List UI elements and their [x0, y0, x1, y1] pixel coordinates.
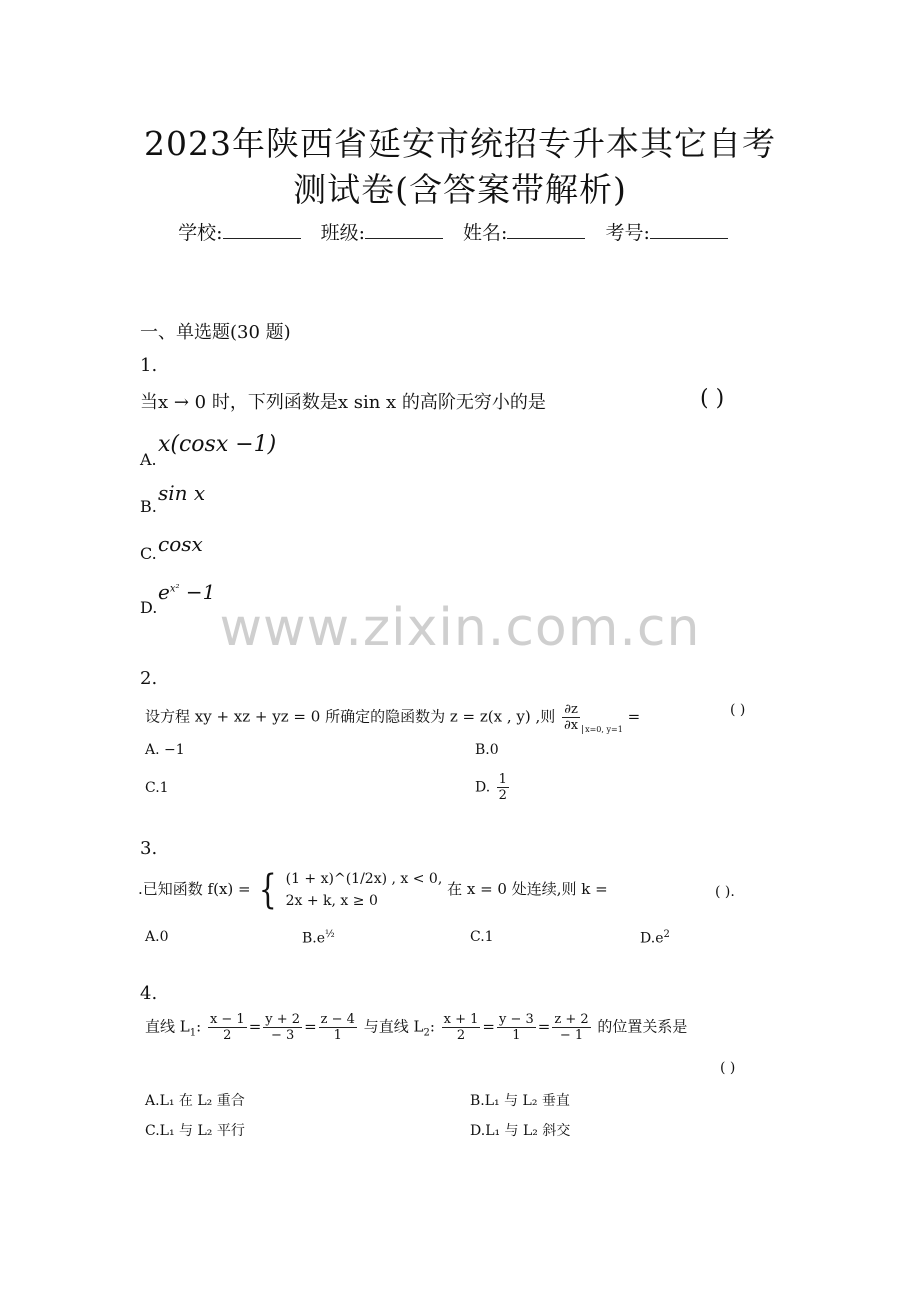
- q1-option-a-math: x(cosx −1): [158, 432, 277, 457]
- q2-option-a-text: −1: [164, 742, 185, 758]
- q3-option-a-label: A.: [145, 929, 160, 945]
- q1-stem: 当x → 0 时，下列函数是x sin x 的高阶无穷小的是: [140, 392, 546, 413]
- name-label: 姓名:: [463, 222, 508, 244]
- q3-option-d: [640, 929, 670, 947]
- q2-option-b: [475, 742, 499, 758]
- q4-l2-z-den: − 1: [559, 1028, 584, 1043]
- exam-no-blank[interactable]: [650, 220, 728, 239]
- page-title-line1: 2023年陕西省延安市统招专升本其它自考: [144, 124, 776, 163]
- q4-option-d-label: D.: [470, 1123, 486, 1139]
- q4-stem: 直线 $L_1$: $\frac{x - 1}{2}$ = $\frac{y + 2}{- 3}$ = $\frac{z - 4}{1}$ 与直线 $L_2$: $\frac{x + 1}{2}$ = $\frac{y - 3}{1}$ = $\frac{z + 2}{- 1}$ 的位置关系是: [145, 1012, 688, 1043]
- q3-option-b-label: B.: [302, 930, 317, 947]
- q3-option-a: [145, 929, 168, 945]
- q4-option-b: [470, 1090, 570, 1110]
- q4-option-c-label: C.: [145, 1123, 160, 1139]
- q4-option-d: [470, 1120, 570, 1140]
- q2-answer-paren: ( ): [730, 702, 746, 718]
- q3-answer-paren: ( ).: [715, 884, 735, 900]
- q3-option-c: [470, 929, 494, 945]
- q2-number: 2.: [140, 668, 158, 689]
- q2-stem: [145, 702, 640, 734]
- q4-option-d-text: L₁ 与 L₂ 斜交: [485, 1123, 571, 1139]
- q4-line1-sub: 1: [189, 1027, 197, 1039]
- q4-l1-frac-x: [208, 1012, 247, 1043]
- watermark: www.zixin.com.cn: [219, 598, 701, 658]
- q3-option-a-text: 0: [159, 929, 169, 945]
- q4-l2-frac-x: [442, 1012, 481, 1043]
- q3-option-c-label: C.: [470, 929, 485, 945]
- q3-option-b-text: e: [316, 930, 326, 947]
- q1-answer-paren: ( ): [700, 386, 725, 411]
- school-blank[interactable]: [223, 220, 301, 239]
- q4-l2-x-num: x + 1: [443, 1012, 479, 1027]
- q2-option-b-label: B.: [475, 742, 490, 758]
- q4-line2-label: 与直线 L: [363, 1017, 424, 1036]
- q4-stem-tail: 的位置关系是: [597, 1017, 688, 1036]
- q2-option-d-numerator: 1: [498, 772, 507, 787]
- q2-option-c: [145, 780, 169, 796]
- q2-eval-condition: x=0, y=1: [582, 725, 623, 734]
- q4-option-a-label: A.: [145, 1093, 160, 1109]
- q4-option-a: [145, 1090, 245, 1110]
- q1-option-c-math: cosx: [158, 532, 203, 556]
- q4-option-c-text: L₁ 与 L₂ 平行: [159, 1123, 245, 1139]
- q3-stem-text-a: .已知函数 f(x) =: [138, 880, 251, 898]
- q2-option-c-label: C.: [145, 780, 160, 796]
- q1-option-a-label: A.: [140, 450, 157, 469]
- q4-l1-y-den: − 3: [271, 1028, 295, 1043]
- q4-option-a-text: L₁ 在 L₂ 重合: [159, 1093, 245, 1109]
- q4-number: 4.: [140, 983, 158, 1004]
- q1-option-c-label: C.: [140, 544, 157, 563]
- q1-option-b-label: B.: [140, 497, 157, 516]
- q3-option-c-text: 1: [484, 929, 494, 945]
- q4-l2-x-den: 2: [456, 1028, 466, 1043]
- q3-stem-text-b: 在 x = 0 处连续,则 k =: [447, 880, 608, 898]
- school-label: 学校:: [178, 222, 223, 244]
- q4-l1-z-den: 1: [333, 1028, 342, 1043]
- q2-equals: =: [627, 707, 641, 726]
- q4-l1-x-num: x − 1: [209, 1012, 245, 1027]
- q3-brace: {: [259, 867, 278, 913]
- q4-l2-y-den: 1: [512, 1028, 521, 1043]
- q3-option-d-text: e: [655, 930, 664, 947]
- q2-option-d-frac: [497, 772, 509, 803]
- q1-option-d-label: D.: [140, 598, 158, 617]
- q2-frac-numerator: ∂z: [562, 702, 580, 718]
- page-title-line2: 测试卷(含答案带解析): [293, 170, 627, 209]
- exam-no-label: 考号:: [605, 222, 650, 244]
- q1-option-b-math: sin x: [158, 481, 206, 505]
- q4-l2-frac-z: [552, 1012, 590, 1043]
- section-heading: 一、单选题(30 题): [140, 322, 291, 343]
- q1-number: 1.: [140, 355, 158, 376]
- q2-option-a: [145, 742, 185, 758]
- class-blank[interactable]: [365, 220, 443, 239]
- q2-option-c-text: 1: [159, 780, 169, 796]
- q3-case2: 2x + k, x ≥ 0: [285, 893, 378, 909]
- q4-option-b-text: L₁ 与 L₂ 垂直: [484, 1093, 570, 1109]
- q4-option-b-label: B.: [470, 1093, 485, 1109]
- q2-option-d-denominator: 2: [498, 788, 507, 803]
- q1-option-d-tail: −1: [179, 580, 216, 604]
- q2-option-d: [475, 772, 511, 803]
- q4-l1-x-den: 2: [223, 1028, 232, 1043]
- q2-stem-text: 设方程 xy + xz + yz = 0 所确定的隐函数为 z = z(x , y) ,则: [145, 707, 556, 726]
- q2-option-b-text: 0: [489, 742, 499, 758]
- q2-option-d-label: D.: [475, 779, 491, 796]
- q4-option-c: [145, 1120, 245, 1140]
- q2-partial-fraction: [562, 702, 580, 733]
- q3-option-b-sup: ½: [325, 929, 335, 940]
- q3-cases: [286, 868, 443, 912]
- q3-number: 3.: [140, 838, 158, 859]
- q4-line1-label: 直线 L: [145, 1017, 190, 1036]
- q4-l1-frac-y: [263, 1012, 302, 1043]
- q3-option-d-label: D.: [640, 930, 656, 947]
- name-blank[interactable]: [507, 220, 585, 239]
- q4-l1-frac-z: [319, 1012, 357, 1043]
- q4-l2-z-num: z + 2: [554, 1012, 589, 1027]
- q3-option-d-sup: 2: [663, 929, 670, 940]
- q3-case1: (1 + x)^(1/2x) , x < 0,: [285, 871, 443, 887]
- q1-option-d-sup: x²: [169, 583, 180, 595]
- q2-frac-denominator: ∂x: [564, 718, 579, 733]
- q3-option-b: [302, 929, 335, 947]
- q1-option-d-base: e: [158, 580, 170, 604]
- class-label: 班级:: [320, 222, 365, 244]
- q4-l2-y-num: y − 3: [498, 1012, 534, 1027]
- q2-option-a-label: A.: [145, 742, 160, 758]
- q3-stem: [138, 868, 608, 912]
- q4-answer-paren: ( ): [720, 1060, 736, 1076]
- q4-l1-y-num: y + 2: [265, 1012, 301, 1027]
- q4-l1-z-num: z − 4: [320, 1012, 355, 1027]
- q4-line2-sub: 2: [423, 1027, 430, 1039]
- student-info-line: [0, 218, 920, 245]
- q4-l2-frac-y: [497, 1012, 536, 1043]
